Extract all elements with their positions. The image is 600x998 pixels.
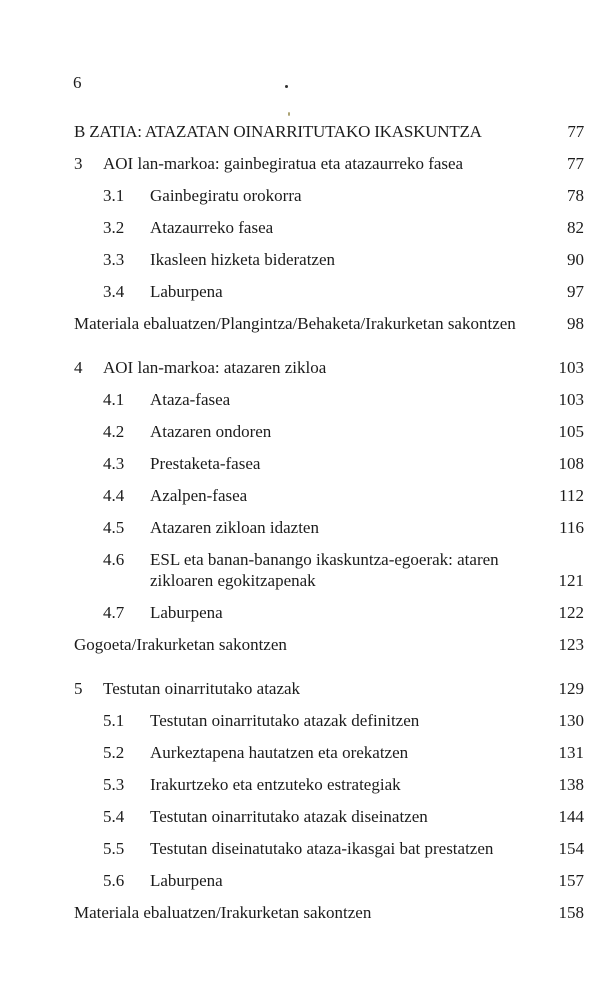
toc-section-number: 5.3 (103, 775, 125, 794)
toc-page: 157 (558, 871, 584, 890)
toc-chapter-title: Testutan oinarritutako atazak (103, 679, 301, 698)
toc-page: 144 (558, 807, 584, 826)
toc-section-title: Atazaren zikloan idazten (150, 518, 319, 537)
toc-section-title: Laburpena (150, 282, 223, 301)
toc-page: 112 (559, 486, 584, 505)
toc-page: 103 (558, 358, 584, 377)
toc-extra-title: Materiala ebaluatzen/Irakurketan sakontzen (74, 903, 372, 922)
toc-page: 98 (567, 314, 584, 333)
toc-section-title: ESL eta banan-banango ikaskuntza-egoerak: ataren zikloaren egokitzapenak (150, 550, 499, 590)
toc-section-title: Laburpena (150, 603, 223, 622)
toc-page: 116 (559, 518, 584, 537)
toc-extra-title: Materiala ebaluatzen/Plangintza/Behaketa/Irakurketan sakontzen (74, 314, 516, 333)
toc-section[interactable] (74, 870, 584, 891)
toc-section-number: 5.5 (103, 839, 125, 858)
toc-part-title: B ZATIA: ATAZATAN OINARRITUTAKO IKASKUNTZA (74, 122, 482, 141)
toc-page: 122 (558, 603, 584, 622)
toc-section-number: 5.6 (103, 871, 125, 890)
toc-page: 78 (567, 186, 584, 205)
toc-extra[interactable] (74, 313, 584, 334)
chapter-gap (74, 345, 584, 357)
toc-section-number: 4.1 (103, 390, 125, 409)
toc-section[interactable] (74, 281, 584, 302)
toc-page: 131 (558, 743, 584, 762)
toc-section-title: Testutan oinarritutako atazak diseinatzen (150, 807, 428, 826)
toc-chapter[interactable] (74, 153, 584, 174)
toc-page: 105 (558, 422, 584, 441)
toc-section-title: Ataza-fasea (150, 390, 231, 409)
toc-section[interactable] (74, 249, 584, 270)
toc-chapter-title: AOI lan-markoa: atazaren zikloa (103, 358, 327, 377)
toc-section-number: 4.4 (103, 486, 125, 505)
toc-section-title: Testutan oinarritutako atazak definitzen (150, 711, 420, 730)
toc-section[interactable] (74, 549, 584, 591)
toc-section-number: 5.1 (103, 711, 125, 730)
toc-section-number: 4.2 (103, 422, 125, 441)
toc-page: 130 (558, 711, 584, 730)
toc-section-title: Azalpen-fasea (150, 486, 248, 505)
toc-section-title: Irakurtzeko eta entzuteko estrategiak (150, 775, 401, 794)
toc-page: 82 (567, 218, 584, 237)
toc-page: 121 (558, 571, 584, 590)
toc-section[interactable] (74, 185, 584, 206)
toc-section-title: Laburpena (150, 871, 223, 890)
toc-section-number: 4.7 (103, 603, 125, 622)
toc-page: 158 (558, 903, 584, 922)
toc-section-number: 3.4 (103, 282, 125, 301)
toc-part[interactable] (74, 121, 584, 142)
toc-section-title: Testutan diseinatutako ataza-ikasgai bat prestatzen (150, 839, 494, 858)
toc-chapter-number: 5 (74, 679, 83, 698)
toc-section[interactable] (74, 217, 584, 238)
toc-chapter[interactable] (74, 357, 584, 378)
toc-page: 129 (558, 679, 584, 698)
toc-page: 103 (558, 390, 584, 409)
toc-section[interactable] (74, 806, 584, 827)
toc-page: 138 (558, 775, 584, 794)
toc-page: 77 (567, 122, 584, 141)
toc-chapter[interactable] (74, 678, 584, 699)
toc-section[interactable] (74, 421, 584, 442)
toc-section-title: Gainbegiratu orokorra (150, 186, 302, 205)
toc-section[interactable] (74, 485, 584, 506)
toc-page: 123 (558, 635, 584, 654)
toc-chapters (74, 153, 584, 923)
page-number: 6 (73, 73, 82, 92)
scan-speck (288, 112, 290, 116)
toc-section-title: Prestaketa-fasea (150, 454, 261, 473)
toc-section-number: 4.3 (103, 454, 125, 473)
toc-page: 108 (558, 454, 584, 473)
toc-page: 154 (558, 839, 584, 858)
toc-section-number: 3.2 (103, 218, 125, 237)
toc-page: 97 (567, 282, 584, 301)
toc-extra[interactable] (74, 902, 584, 923)
toc-chapter-number: 3 (74, 154, 83, 173)
toc-section-number: 3.3 (103, 250, 125, 269)
chapter-gap (74, 666, 584, 678)
toc-section-title: Atazaurreko fasea (150, 218, 274, 237)
toc-section-title: Ikasleen hizketa bideratzen (150, 250, 336, 269)
toc-section-number: 5.4 (103, 807, 125, 826)
toc-section[interactable] (74, 774, 584, 795)
table-of-contents (74, 121, 584, 934)
toc-extra[interactable] (74, 634, 584, 655)
toc-section-number: 3.1 (103, 186, 125, 205)
toc-section[interactable] (74, 710, 584, 731)
toc-page: 90 (567, 250, 584, 269)
toc-section[interactable] (74, 838, 584, 859)
toc-section-number: 4.6 (103, 550, 125, 569)
toc-section[interactable] (74, 517, 584, 538)
toc-section-title: Aurkeztapena hautatzen eta orekatzen (150, 743, 409, 762)
toc-section[interactable] (74, 389, 584, 410)
toc-section[interactable] (74, 453, 584, 474)
toc-section[interactable] (74, 602, 584, 623)
toc-chapter-title: AOI lan-markoa: gainbegiratua eta atazaurreko fasea (103, 154, 464, 173)
scan-speck (285, 85, 288, 88)
toc-page: 77 (567, 154, 584, 173)
toc-section-number: 4.5 (103, 518, 125, 537)
toc-section-title: Atazaren ondoren (150, 422, 272, 441)
toc-extra-title: Gogoeta/Irakurketan sakontzen (74, 635, 287, 654)
toc-chapter-number: 4 (74, 358, 83, 377)
toc-section-number: 5.2 (103, 743, 125, 762)
toc-section[interactable] (74, 742, 584, 763)
